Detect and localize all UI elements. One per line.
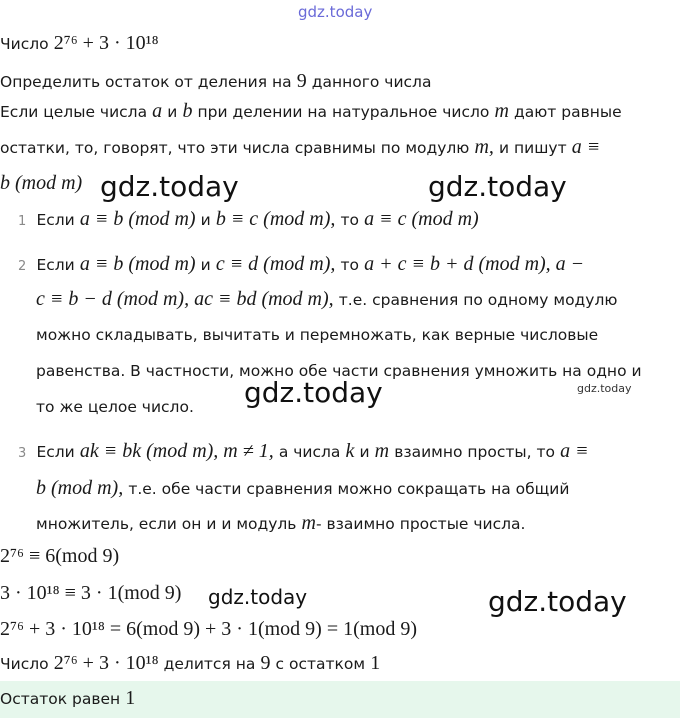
property-3-line-2 bbox=[36, 477, 569, 500]
intro-text: при делении на натуральное число bbox=[197, 103, 490, 121]
math-formula: c ≡ d (mod m), bbox=[215, 253, 336, 275]
math-m: m, bbox=[474, 136, 494, 158]
prop-text: взаимно просты, то bbox=[394, 443, 556, 461]
math-formula: a + c ≡ b + d (mod m), a − bbox=[364, 253, 585, 275]
solution-line-1: 2⁷⁶ ≡ 6(mod 9) bbox=[0, 545, 120, 567]
math-formula: 2⁷⁶ + 3 · 10¹⁸ bbox=[53, 652, 159, 674]
property-2-line-3: можно складывать, вычитать и перемножать, как верные числовые bbox=[36, 326, 599, 344]
intro-line-1 bbox=[0, 100, 622, 123]
prop-text: и bbox=[200, 211, 211, 229]
math-formula: c ≡ b − d (mod m), ac ≡ bd (mod m), bbox=[36, 288, 334, 310]
math-formula: a ≡ c (mod m) bbox=[364, 208, 479, 230]
conclusion-text: делится на bbox=[163, 655, 256, 673]
intro-text: Если целые числа bbox=[0, 103, 148, 121]
prop-text: Если bbox=[36, 211, 75, 229]
math-formula: b ≡ c (mod m), bbox=[215, 208, 336, 230]
conclusion-text: Число bbox=[0, 655, 49, 673]
intro-text: дают равные bbox=[514, 103, 622, 121]
header-expr: 2⁷⁶ + 3 · 10¹⁸ bbox=[53, 32, 159, 54]
math-formula: a ≡ b (mod m) bbox=[79, 208, 196, 230]
prop-text: т.е. обе части сравнения можно сокращать на общий bbox=[128, 480, 570, 498]
task-line bbox=[0, 70, 431, 93]
math-one: 1 bbox=[370, 652, 381, 674]
intro-line-2 bbox=[0, 136, 600, 159]
watermark: gdz.today bbox=[244, 376, 383, 409]
answer-value: 1 bbox=[125, 687, 136, 709]
header-line bbox=[0, 32, 159, 55]
prop-text: а числа bbox=[278, 443, 341, 461]
property-2-line-4: равенства. В частности, можно обе части сравнения умножить на одно и bbox=[36, 362, 642, 380]
math-m: m bbox=[374, 440, 390, 462]
list-number: 2 bbox=[18, 259, 27, 274]
task-text: Определить остаток от деления на bbox=[0, 73, 292, 91]
math-a: a bbox=[152, 100, 163, 122]
property-2-line-5: то же целое число. bbox=[36, 398, 194, 416]
intro-formula-line: b (mod m) bbox=[0, 172, 83, 194]
math-b: b bbox=[182, 100, 193, 122]
prop-text: то bbox=[340, 211, 360, 229]
math-formula: ak ≡ bk (mod m), m ≠ 1, bbox=[79, 440, 274, 462]
task-nine: 9 bbox=[296, 70, 307, 92]
answer-label: Остаток равен bbox=[0, 690, 121, 708]
answer-box bbox=[0, 681, 680, 718]
watermark: gdz.today bbox=[100, 170, 239, 203]
conclusion-line bbox=[0, 652, 380, 675]
math-formula: a ≡ bbox=[560, 440, 589, 462]
intro-text: и пишут bbox=[499, 139, 567, 157]
math-formula: b (mod m), bbox=[36, 477, 124, 499]
property-1 bbox=[18, 208, 479, 231]
watermark: gdz.today bbox=[428, 170, 567, 203]
intro-text: остатки, то, говорят, что эти числа сравнимы по модулю bbox=[0, 139, 470, 157]
prop-text: - взаимно простые числа. bbox=[315, 515, 526, 533]
conclusion-text: с остатком bbox=[275, 655, 366, 673]
prop-text: т.е. сравнения по одному модулю bbox=[338, 291, 618, 309]
property-2-line-1 bbox=[18, 253, 584, 276]
list-number: 3 bbox=[18, 446, 27, 461]
math-m: m bbox=[494, 100, 509, 122]
prop-text: то bbox=[340, 256, 360, 274]
watermark: gdz.today bbox=[208, 585, 308, 609]
list-number: 1 bbox=[18, 214, 27, 229]
math-formula: a ≡ bbox=[571, 136, 601, 158]
math-m: m bbox=[301, 512, 316, 534]
prop-text: Если bbox=[36, 443, 75, 461]
property-2-line-2 bbox=[36, 288, 617, 311]
task-tail: данного числа bbox=[311, 73, 432, 91]
prop-text: Если bbox=[36, 256, 75, 274]
prop-text: и bbox=[359, 443, 370, 461]
solution-line-3: 2⁷⁶ + 3 · 10¹⁸ = 6(mod 9) + 3 · 1(mod 9) = 1(mod 9) bbox=[0, 618, 417, 640]
property-3-line-3 bbox=[36, 512, 525, 535]
math-k: k bbox=[345, 440, 355, 462]
solution-line-2: 3 · 10¹⁸ ≡ 3 · 1(mod 9) bbox=[0, 582, 182, 604]
answer-line bbox=[0, 687, 135, 710]
property-3-line-1 bbox=[18, 440, 589, 463]
header-word: Число bbox=[0, 35, 49, 53]
prop-text: множитель, если он и и модуль bbox=[36, 515, 297, 533]
math-nine: 9 bbox=[260, 652, 271, 674]
watermark-top: gdz.today bbox=[298, 3, 373, 21]
watermark: gdz.today bbox=[577, 382, 632, 395]
prop-text: и bbox=[200, 256, 211, 274]
math-formula: a ≡ b (mod m) bbox=[79, 253, 196, 275]
intro-text: и bbox=[167, 103, 178, 121]
watermark: gdz.today bbox=[488, 585, 627, 618]
